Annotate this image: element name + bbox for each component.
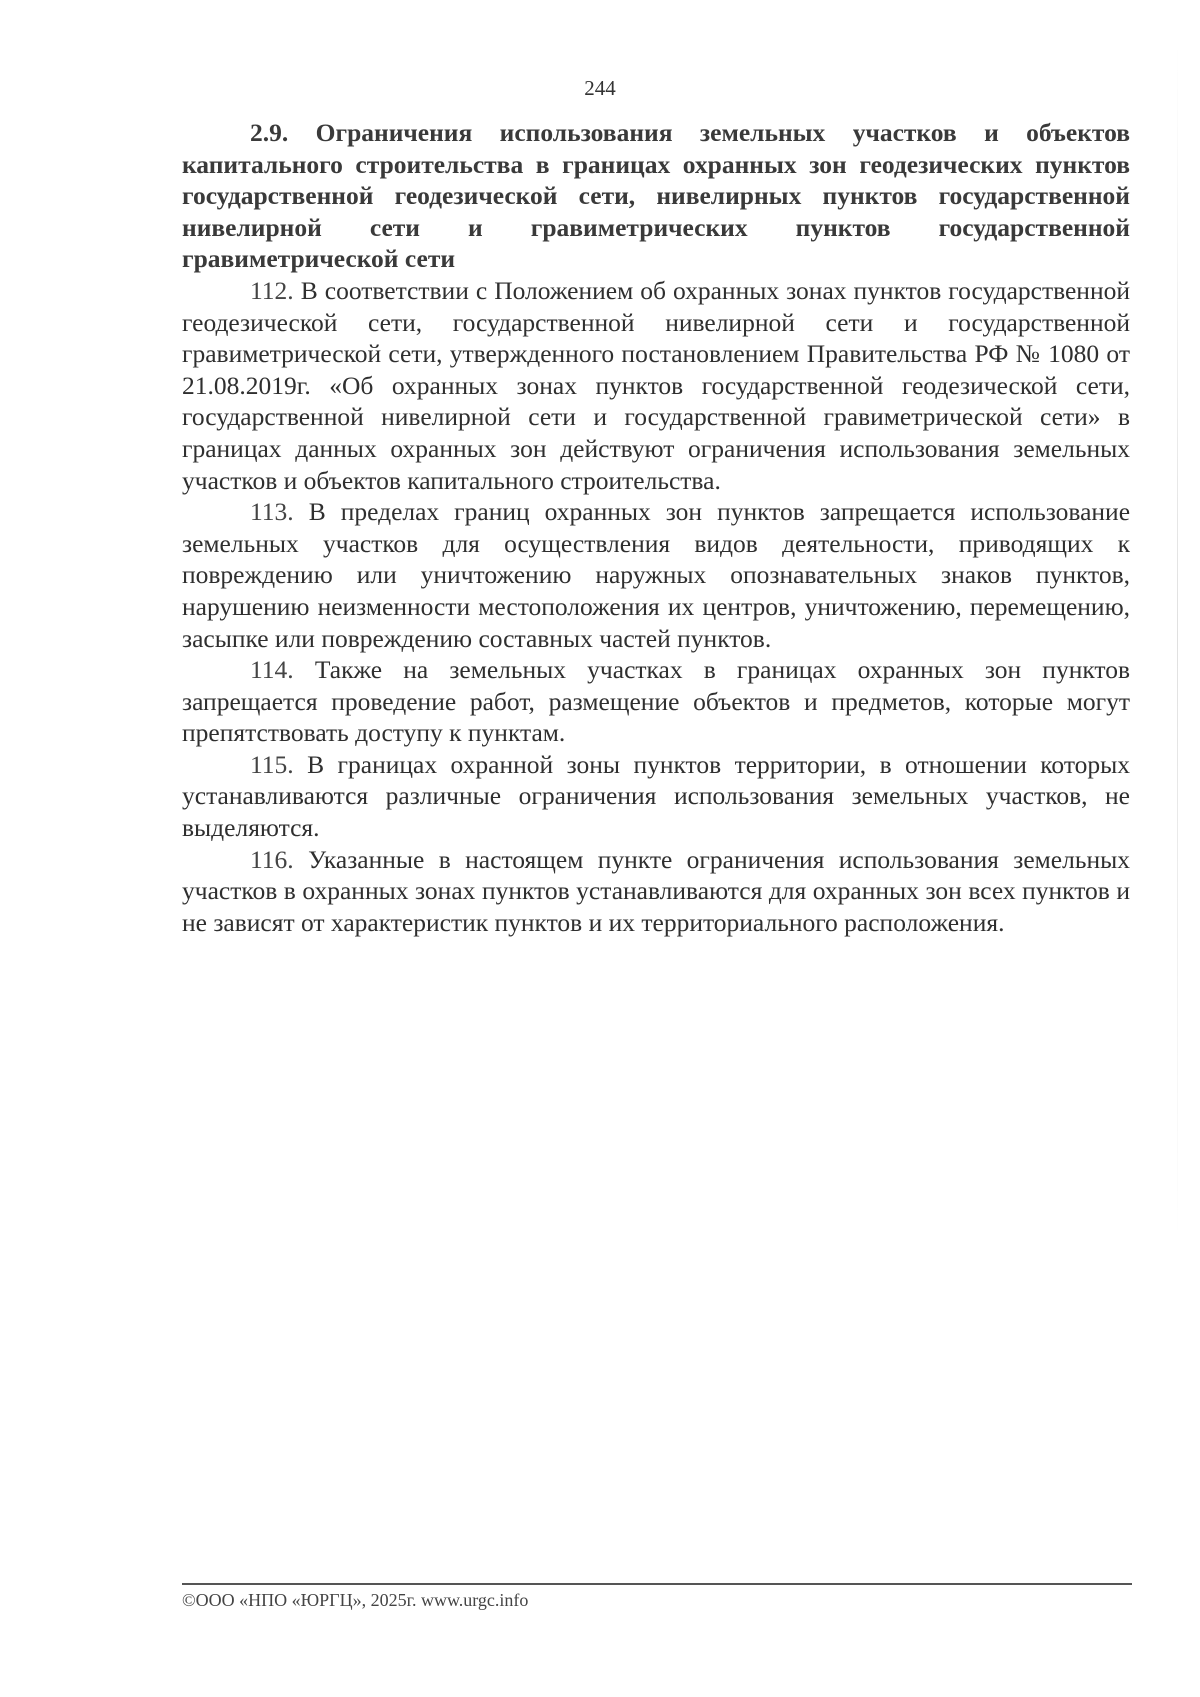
paragraph-text: В соответствии с Положением об охранных зонах пунктов государственной геодезической сети, государственной нивелирной сети и государственной гравиметрической сети, утвержденного постановлением Правительства РФ № 1080 от 21.08.2019г. «Об охранных зонах пунктов государственной геодезической сети, государственной нивелирной сети и государственной гравиметрической сети» в границах данных охранных зон действуют ограничения использования земельных участков и объектов капитального строительства. <box>182 275 1130 495</box>
footer-copyright: ©ООО «НПО «ЮРГЦ», 2025г. www.urgc.info <box>182 1590 529 1610</box>
paragraph-number: 115. <box>250 749 294 779</box>
scan-edge-shadow <box>1177 40 1178 1240</box>
section-heading: 2.9. Ограничения использования земельных участков и объектов капитального строительства в границах охранных зон геодезических пунктов государственной геодезической сети, нивелирных пунктов государственной нивелирной сети и гравиметрических пунктов государственной гравиметрической сети <box>182 118 1130 274</box>
paragraph-number: 116. <box>250 844 294 874</box>
paragraph-text: В границах охранной зоны пунктов территории, в отношении которых устанавливаются различные ограничения использования земельных участков, не выделяются. <box>182 749 1131 843</box>
paragraph-115 <box>182 749 1130 844</box>
document-body <box>182 117 1130 938</box>
paragraph-number: 114. <box>250 655 294 685</box>
paragraph-116 <box>182 844 1130 939</box>
paragraph-text: В пределах границ охранных зон пунктов запрещается использование земельных участков для осуществления видов деятельности, приводящих к повреждению или уничтожению наружных опознавательных знаков пунктов, нарушению неизменности местоположения их центров, уничтожению, перемещению, засыпке или повреждению составных частей пунктов. <box>182 497 1131 653</box>
paragraph-text: Указанные в настоящем пункте ограничения использования земельных участков в охранных зонах пунктов устанавливаются для охранных зон всех пунктов и не зависят от характеристик пунктов и их территориального расположения. <box>182 844 1130 937</box>
paragraph-number: 113. <box>250 497 294 527</box>
paragraph-number: 112. <box>250 275 294 305</box>
paragraph-114 <box>182 654 1130 749</box>
paragraph-113 <box>182 496 1130 654</box>
paragraph-112 <box>182 275 1130 496</box>
footer-divider <box>182 1583 1132 1585</box>
page-number: 244 <box>584 76 616 100</box>
paragraph-text: Также на земельных участках в границах охранных зон пунктов запрещается проведение работ, размещение объектов и предметов, которые могут препятствовать доступу к пунктам. <box>182 655 1130 748</box>
